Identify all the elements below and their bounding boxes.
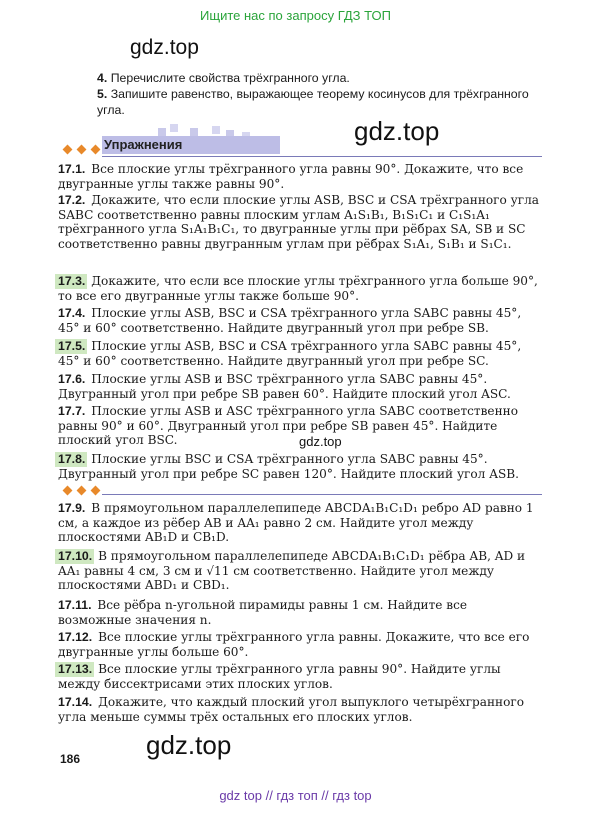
exercise-text: В прямоугольном параллелепипеде ABCDA₁B₁C₁D₁ рёбра AB, AD и AA₁ равны 4 см, 3 см и √11 см соответственно. Найдите угол между плоскостями ABD₁ и CBD₁.: [58, 549, 526, 593]
watermark: gdz.top: [146, 730, 232, 760]
orange-diamond-icon: [77, 145, 87, 155]
exercise-text: Докажите, что каждый плоский угол выпуклого четырёхгранного угла меньше суммы трёх остальных его плоских углов.: [58, 695, 525, 724]
exercise-number: 17.4.: [58, 306, 86, 320]
orange-diamond-icon: [63, 145, 73, 155]
section-header: [62, 122, 542, 158]
watermark: gdz.top: [354, 116, 440, 146]
exercise-text: Докажите, что если все плоские углы трёхгранного угла больше 90°, то все его двугранные углы также больше 90°.: [58, 274, 538, 303]
question-text: Запишите равенство, выражающее теорему косинусов для трёхгранного угла.: [97, 87, 529, 117]
top-banner: Ищите нас по запросу ГДЗ ТОП: [200, 8, 391, 23]
section-title: Упражнения: [104, 137, 183, 152]
exercise-17-14: [58, 695, 544, 724]
exercise-17-11: [58, 598, 544, 627]
question-number: 4.: [97, 71, 108, 85]
exercise-17-13: [58, 662, 544, 691]
exercise-number: 17.9.: [58, 501, 86, 515]
question-text: Перечислите свойства трёхгранного угла.: [110, 71, 350, 85]
exercise-17-10: [58, 549, 544, 593]
exercise-number: 17.11.: [58, 598, 92, 612]
exercise-17-1: [58, 162, 544, 191]
exercise-text: Все плоские углы трёхгранного угла равны 90°. Докажите, что все двугранные углы также равны 90°.: [58, 162, 524, 191]
orange-diamond-icon: [91, 486, 101, 496]
exercise-number: 17.3.: [55, 274, 87, 289]
exercise-number: 17.13.: [55, 662, 94, 677]
exercise-number: 17.2.: [58, 193, 86, 207]
exercise-text: Все плоские углы трёхгранного угла равны 90°. Найдите углы между биссектрисами этих плоских углов.: [58, 662, 501, 691]
exercise-number: 17.10.: [55, 549, 94, 564]
exercise-17-8: [58, 452, 544, 481]
exercise-number: 17.5.: [55, 339, 87, 354]
orange-diamond-icon: [77, 486, 87, 496]
question-number: 5.: [97, 87, 108, 101]
orange-diamond-icon: [63, 486, 73, 496]
watermark: gdz.top: [299, 434, 342, 449]
exercise-number: 17.1.: [58, 162, 86, 176]
footer-links: gdz top // гдз топ // гдз top: [219, 788, 372, 803]
exercise-text: Все рёбра n-угольной пирамиды равны 1 см. Найдите все возможные значения n.: [58, 598, 468, 627]
question-4: [97, 70, 547, 86]
exercise-17-12: [58, 630, 544, 659]
exercise-number: 17.8.: [55, 452, 87, 467]
question-5: [97, 86, 547, 118]
watermark: gdz.top: [130, 36, 199, 59]
exercise-17-5: [58, 339, 544, 368]
exercise-number: 17.7.: [58, 404, 86, 418]
exercise-text: Плоские углы ASB, BSC и CSA трёхгранного угла SABC равны 45°, 45° и 60° соответственно. Найдите двугранный угол при ребре SC.: [58, 339, 522, 368]
exercise-17-3: [58, 274, 544, 303]
exercise-text: Все плоские углы трёхгранного угла равны. Докажите, что все его двугранные углы больше 60°.: [58, 630, 530, 659]
orange-diamond-icon: [91, 145, 101, 155]
exercise-number: 17.6.: [58, 372, 86, 386]
exercise-text: Плоские углы ASB и ASC трёхгранного угла SABC соответственно равны 90° и 60°. Двугранный угол при ребре SB равен 45°. Найдите плоский угол BSC.: [58, 404, 518, 448]
exercise-17-6: [58, 372, 544, 401]
exercise-17-4: [58, 306, 544, 335]
section-rule: [102, 156, 542, 157]
page-number: 186: [60, 752, 81, 766]
exercise-text: Докажите, что если плоские углы ASB, BSC и CSA трёхгранного угла SABC соответственно равны плоским углам A₁S₁B₁, B₁S₁C₁ и C₁S₁A₁ трёхгранного угла S₁A₁B₁C₁, то двугранные углы при рёбрах SA, SB и SC соответственно равны двугранным углам при рёбрах S₁A₁, S₁B₁ и S₁C₁.: [58, 193, 539, 251]
exercise-17-9: [58, 501, 544, 545]
exercise-text: Плоские углы ASB и BSC трёхгранного угла SABC равны 45°. Двугранный угол при ребре SB равен 60°. Найдите плоский угол ASC.: [58, 372, 511, 401]
exercise-number: 17.14.: [58, 695, 93, 709]
exercise-number: 17.12.: [58, 630, 93, 644]
exercise-17-2: [58, 193, 544, 251]
section-rule: [102, 494, 542, 495]
exercise-text: Плоские углы ASB, BSC и CSA трёхгранного угла SABC равны 45°, 45° и 60° соответственно. Найдите двугранный угол при ребре SB.: [58, 306, 522, 335]
exercise-text: Плоские углы BSC и CSA трёхгранного угла SABC равны 45°. Двугранный угол при ребре SC равен 120°. Найдите плоский угол ASB.: [58, 452, 519, 481]
exercise-text: В прямоугольном параллелепипеде ABCDA₁B₁C₁D₁ ребро AD равно 1 см, а каждое из рёбер AB и AA₁ равно 2 см. Найдите угол между плоскостями AB₁D и CB₁D.: [58, 501, 534, 545]
